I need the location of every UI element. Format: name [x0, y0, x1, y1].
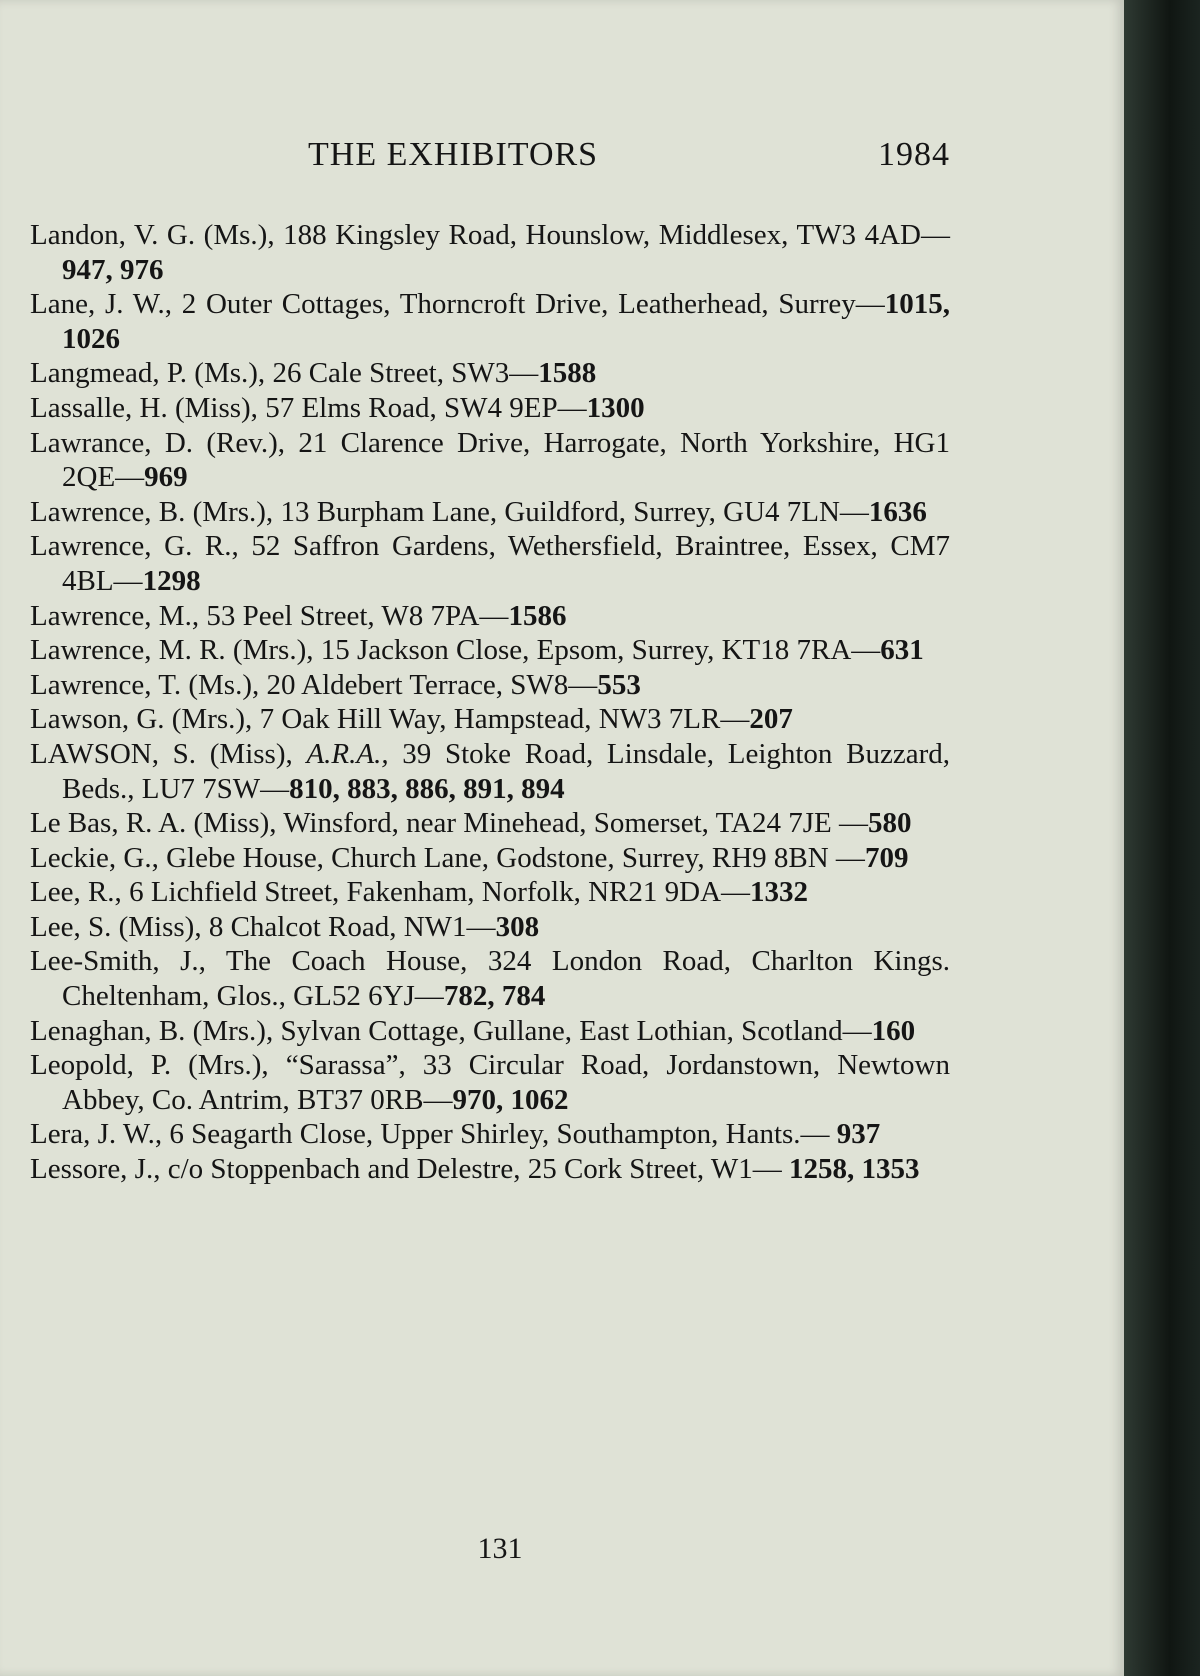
catalogue-numbers: 1636: [868, 495, 927, 528]
exhibitor-address: 7 Oak Hill Way, Hampstead, NW3 7LR—: [252, 703, 750, 736]
exhibitor-name: Lawrance, D. (Rev.),: [30, 426, 286, 459]
list-item: [30, 529, 950, 598]
exhibitor-name: Lee, S. (Miss),: [30, 910, 202, 943]
exhibitor-name: Lawrence, T. (Ms.),: [30, 668, 260, 701]
exhibitor-address: 53 Peel Street, W8 7PA—: [199, 599, 509, 632]
list-item: [30, 391, 950, 426]
catalogue-numbers: 1586: [508, 599, 567, 632]
exhibitor-name: Lera, J. W.,: [30, 1118, 163, 1151]
list-item: [30, 356, 950, 391]
exhibitor-address: 8 Chalcot Road, NW1—: [201, 910, 496, 943]
exhibitor-name: Lawrence, M.,: [30, 599, 200, 632]
exhibitor-name: Langmead, P. (Ms.),: [30, 357, 266, 390]
catalogue-numbers: 1300: [586, 391, 645, 424]
exhibitor-name: Lee-Smith, J.,: [30, 945, 206, 978]
catalogue-numbers: 947, 976: [62, 253, 164, 286]
exhibitor-name: Lassalle, H. (Miss),: [30, 391, 258, 424]
exhibitor-address: 6 Seagarth Close, Upper Shirley, Southampton, Hants.—: [162, 1118, 837, 1151]
exhibitor-address: 188 Kingsley Road, Hounslow, Middlesex, TW3 4AD—: [274, 219, 950, 251]
page-title: THE EXHIBITORS: [308, 136, 599, 173]
page-number: 131: [477, 1532, 523, 1565]
catalogue-numbers: 1015, 1026: [62, 288, 950, 355]
catalogue-numbers: 969: [144, 461, 188, 494]
exhibitor-address: 2 Outer Cottages, Thorncroft Drive, Leatherhead, Surrey—: [171, 288, 885, 321]
exhibitor-name: Lenaghan, B. (Mrs.),: [30, 1014, 274, 1047]
exhibitor-name: Le Bas, R. A. (Miss),: [30, 807, 277, 840]
exhibitor-name: Leckie, G.,: [30, 841, 159, 874]
exhibitor-address: 26 Cale Street, SW3—: [265, 357, 539, 390]
exhibitor-address: 21 Clarence Drive, Harrogate, North Yorkshire, HG1 2QE—: [62, 426, 950, 494]
exhibitor-name: Leopold, P. (Mrs.),: [30, 1049, 269, 1082]
exhibitor-name: Landon, V. G. (Ms.),: [30, 219, 275, 251]
catalogue-numbers: 207: [749, 703, 793, 736]
catalogue-numbers: 1332: [750, 876, 809, 909]
exhibitor-address: 13 Burpham Lane, Guildford, Surrey, GU4 7LN—: [273, 495, 869, 528]
exhibitor-name: Lee, R.,: [30, 876, 122, 909]
exhibitor-address: “Sarassa”, 33 Circular Road, Jordanstown, Newtown Abbey, Co. Antrim, BT37 0RB—: [62, 1049, 950, 1116]
exhibitor-name: LAWSON, S. (Miss),: [30, 737, 293, 770]
list-item: [30, 668, 950, 703]
list-item: [30, 702, 950, 737]
list-item: [30, 806, 950, 841]
catalogue-numbers: 1258, 1353: [788, 1153, 920, 1186]
catalogue-numbers: 160: [871, 1014, 916, 1047]
exhibitor-address: 20 Aldebert Terrace, SW8—: [259, 668, 598, 701]
exhibitor-address: Winsford, near Minehead, Somerset, TA24 7JE —: [276, 807, 868, 840]
list-item: [30, 426, 950, 495]
list-item: [30, 633, 950, 668]
list-item: [30, 218, 950, 287]
exhibitor-name: Lessore, J.,: [30, 1153, 161, 1186]
exhibitor-address: 57 Elms Road, SW4 9EP—: [257, 391, 587, 424]
exhibitor-address: 15 Jackson Close, Epsom, Surrey, KT18 7RA—: [313, 634, 881, 667]
exhibitor-address: 52 Saffron Gardens, Wethersfield, Braintree, Essex, CM7 4BL—: [62, 530, 950, 597]
exhibitor-address: Sylvan Cottage, Gullane, East Lothian, Scotland—: [273, 1014, 872, 1047]
header-year: 1984: [878, 136, 950, 173]
list-item: [30, 495, 950, 530]
list-item: [30, 841, 950, 876]
catalogue-numbers: 970, 1062: [452, 1083, 569, 1116]
list-item: [30, 875, 950, 910]
catalogue-numbers: 709: [864, 841, 909, 874]
exhibitor-address: 6 Lichfield Street, Fakenham, Norfolk, NR21 9DA—: [121, 876, 751, 909]
exhibitor-address: 39 Stoke Road, Linsdale, Leighton Buzzard, Beds., LU7 7SW—: [62, 737, 950, 805]
exhibitor-address: The Coach House, 324 London Road, Charlton Kings. Cheltenham, Glos., GL52 6YJ—: [62, 945, 950, 1013]
running-header: [36, 136, 950, 176]
book-spine-edge: [1124, 0, 1200, 1676]
catalogue-numbers: 631: [880, 634, 924, 667]
list-item: [30, 1117, 950, 1152]
catalogue-numbers: 308: [495, 910, 540, 943]
list-item: [30, 1152, 950, 1187]
exhibitor-distinction: A.R.A.,: [306, 737, 389, 770]
catalogue-numbers: 810, 883, 886, 891, 894: [289, 772, 565, 805]
exhibitor-address: c/o Stoppenbach and Delestre, 25 Cork Street, W1—: [160, 1153, 789, 1186]
catalogue-numbers: 580: [867, 807, 912, 840]
exhibitor-address: Glebe House, Church Lane, Godstone, Surrey, RH9 8BN —: [158, 841, 865, 874]
catalogue-numbers: 937: [836, 1118, 881, 1151]
catalogue-numbers: 553: [597, 668, 641, 701]
exhibitor-name: Lane, J. W.,: [30, 288, 172, 321]
exhibitor-name: Lawrence, M. R. (Mrs.),: [30, 634, 314, 667]
list-item: [30, 1014, 950, 1049]
catalogue-numbers: 1588: [538, 357, 597, 390]
exhibitor-name: Lawrence, B. (Mrs.),: [30, 495, 274, 528]
list-item: [30, 287, 950, 356]
list-item: [30, 737, 950, 806]
list-item: [30, 910, 950, 945]
catalogue-numbers: 1298: [142, 564, 201, 597]
list-item: [30, 1048, 950, 1117]
exhibitor-name: Lawrence, G. R.,: [30, 530, 239, 563]
list-item: [30, 944, 950, 1013]
exhibitor-list: [30, 218, 950, 1187]
list-item: [30, 599, 950, 634]
exhibitor-name: Lawson, G. (Mrs.),: [30, 703, 253, 736]
catalogue-numbers: 782, 784: [443, 980, 546, 1013]
